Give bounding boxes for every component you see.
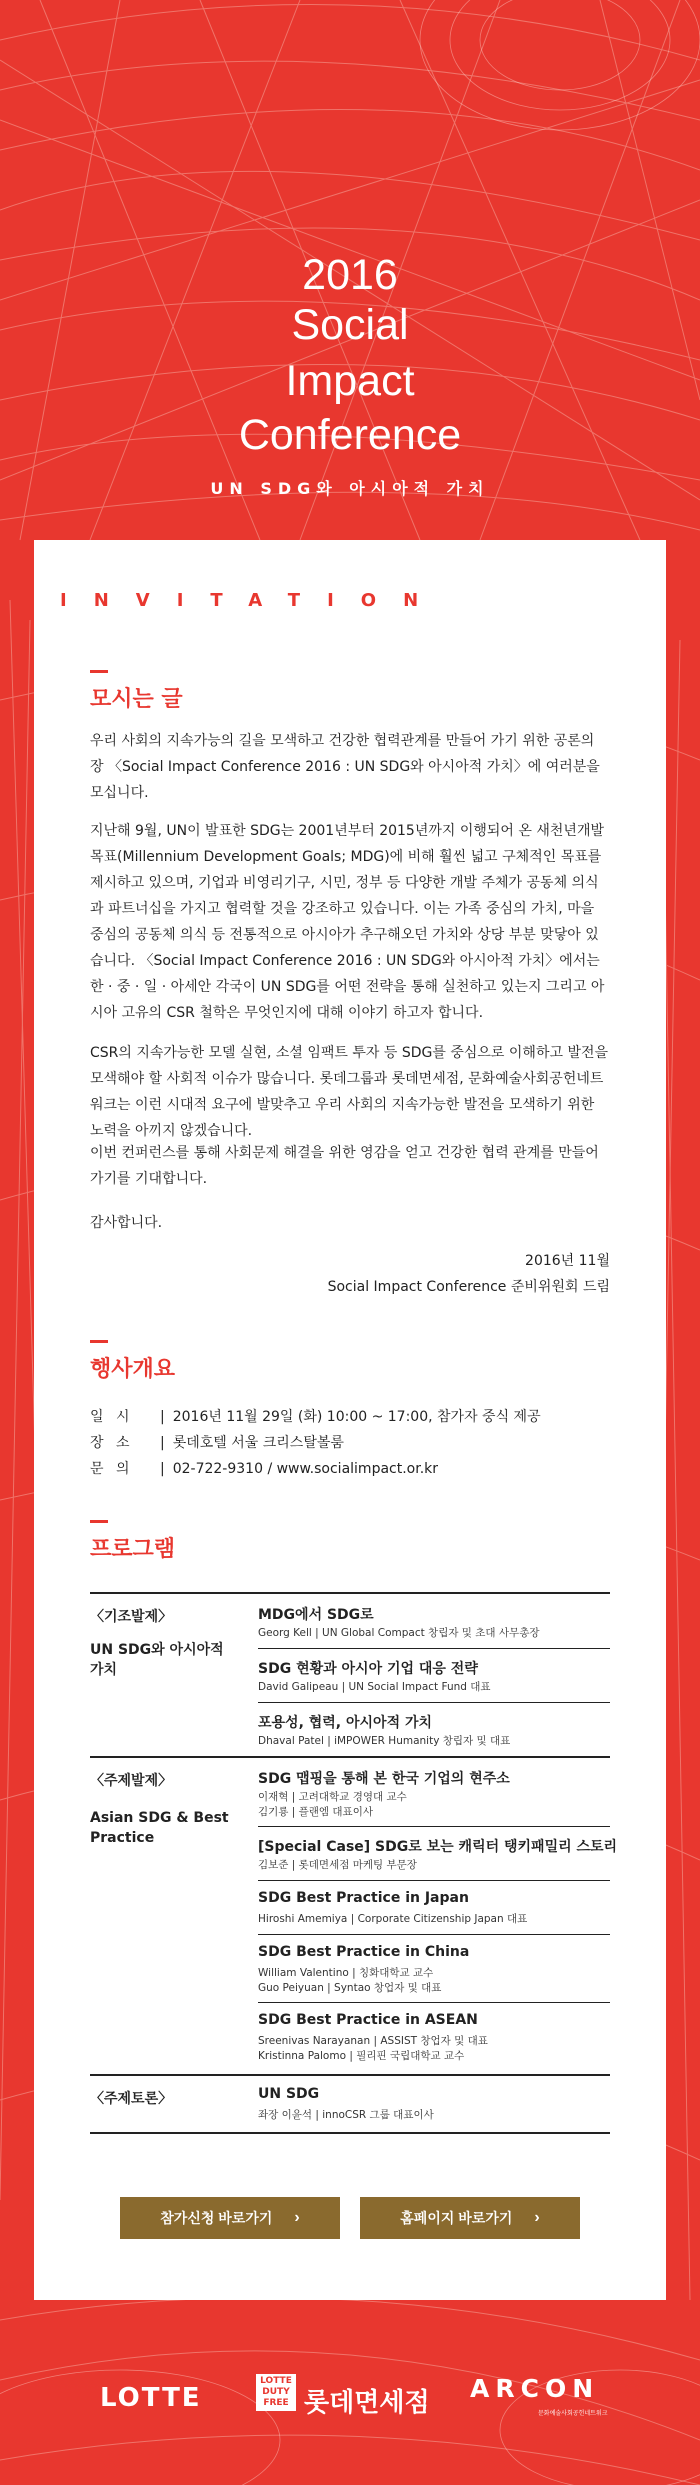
program-item-speaker: 좌장 이윤석 | innoCSR 그룹 대표이사 xyxy=(258,2109,434,2121)
hero-subtitle: UN SDG와 아시아적 가치 xyxy=(210,479,490,498)
hero-title-line-1: 2016 xyxy=(302,251,398,299)
homepage-button[interactable] xyxy=(360,2197,580,2239)
program-rule xyxy=(90,2132,610,2134)
program-rule xyxy=(90,1592,610,1594)
hero-title-line-2: Social xyxy=(291,301,409,349)
program-category-topic-sub: Asian SDG & Best Practice xyxy=(90,1810,229,1846)
program-rule xyxy=(258,1648,610,1649)
program-item-speaker: William Valentino | 칭화대학교 교수 xyxy=(258,1967,434,1979)
overview-key: 장 소 xyxy=(90,1435,134,1451)
overview-heading-dash xyxy=(90,1340,108,1343)
arcon-logo: ARCON xyxy=(470,2374,600,2403)
program-item-title: SDG Best Practice in China xyxy=(258,1944,470,1960)
program-rule xyxy=(258,2002,610,2003)
program-category-discussion: 〈주제토론〉 xyxy=(90,2091,173,2107)
letter-paragraph-2: 지난해 9월, UN이 발표한 SDG는 2001년부터 2015년까지 이행되어 온 새천년개발목표(Millennium Development Goals; MDG)에 비해 훨씬 넓고 구체적인 목표를 제시하고 있으며, 기업과 비영리기구, 시민, 정부 등 다양한 개발 주체가 공동체 의식과 파트너십을 가지고 협력할 것을 강조하고 있습니다. 이는 가족 중심의 가치, 마을 중심의 공동체 의식 등 전통적으로 아시아가 추구해오던 가치와 상당 부분 맞닿아 있습니다. 〈Social Impact Conference 2016 : UN SDG와 아시아적 가치〉에서는 한 · 중 · 일 · 아세안 각국이 UN SDG를 어떤 전략을 통해 실천하고 있는지 그리고 아시아 고유의 CSR 철학은 무엇인지에 대해 이야기 하고자 합니다. xyxy=(90,823,605,1021)
program-item-speaker: 김보준 | 롯데면세점 마케팅 부문장 xyxy=(258,1859,417,1871)
lotte-dutyfree-korean-logo: 롯데면세점 xyxy=(304,2388,430,2418)
program-item-title: MDG에서 SDG로 xyxy=(258,1607,374,1623)
program-heading: 프로그램 xyxy=(90,1537,176,1562)
letter-date: 2016년 11월 xyxy=(525,1253,610,1269)
arcon-logo-subtitle: 문화예술사회공헌네트워크 xyxy=(538,2410,608,2417)
overview-key: 일 시 xyxy=(90,1409,134,1425)
lotte-duty-free-logo-line: LOTTE xyxy=(260,2376,292,2386)
program-rule xyxy=(258,1702,610,1703)
program-category-keynote: 〈기조발제〉 xyxy=(90,1609,173,1625)
separator: | xyxy=(160,1435,165,1451)
program-item-speaker: 김기룡 | 플랜엠 대표이사 xyxy=(258,1806,373,1818)
letter-signature: Social Impact Conference 준비위원회 드림 xyxy=(327,1279,610,1295)
overview-key: 문 의 xyxy=(90,1461,134,1477)
program-category-topic: 〈주제발제〉 xyxy=(90,1773,173,1789)
lotte-logo: LOTTE xyxy=(100,2383,202,2413)
program-item-speaker: Dhaval Patel | iMPOWER Humanity 창립자 및 대표 xyxy=(258,1735,511,1747)
chevron-right-icon: › xyxy=(294,2209,300,2226)
separator: | xyxy=(160,1409,165,1425)
homepage-button-label: 홈페이지 바로가기 xyxy=(400,2210,513,2226)
overview-value: 02-722-9310 / www.socialimpact.or.kr xyxy=(172,1461,439,1477)
register-button-label: 참가신청 바로가기 xyxy=(160,2210,273,2226)
invitation-label: INVITATION xyxy=(60,590,446,611)
program-item-title: UN SDG xyxy=(258,2086,320,2102)
lotte-duty-free-logo-line: FREE xyxy=(263,2398,289,2408)
overview-value: 2016년 11월 29일 (화) 10:00 ~ 17:00, 참가자 중식 제공 xyxy=(172,1409,541,1425)
program-item-title: 포용성, 협력, 아시아적 가치 xyxy=(258,1715,433,1731)
program-item-title: [Special Case] SDG로 보는 캐릭터 탱키패밀리 스토리 xyxy=(258,1839,618,1855)
hero-title-line-4: Conference xyxy=(238,411,462,459)
program-item-speaker: Hiroshi Amemiya | Corporate Citizenship Japan 대표 xyxy=(258,1913,528,1925)
program-category-keynote-sub: UN SDG와 아시아적 가치 xyxy=(90,1642,224,1678)
letter-paragraph-1: 우리 사회의 지속가능의 길을 모색하고 건강한 협력관계를 만들어 가기 위한 공론의 장 〈Social Impact Conference 2016 : UN SDG와 아시아적 가치〉에 여러분을 모십니다. xyxy=(90,733,600,801)
program-rule xyxy=(90,2074,610,2076)
program-rule xyxy=(90,1756,610,1758)
program-item-speaker: Guo Peiyuan | Syntao 창업자 및 대표 xyxy=(258,1982,442,1994)
overview-row-datetime xyxy=(90,1404,541,1430)
program-item-title: SDG Best Practice in ASEAN xyxy=(258,2012,478,2028)
program-item-speaker: Kristinna Palomo | 필리핀 국립대학교 교수 xyxy=(258,2050,465,2062)
register-button[interactable] xyxy=(120,2197,340,2239)
program-item-speaker: Georg Kell | UN Global Compact 창립자 및 초대 사무총장 xyxy=(258,1627,540,1639)
program-rule xyxy=(258,1934,610,1935)
letter-paragraph-3: CSR의 지속가능한 모델 실현, 소셜 임팩트 투자 등 SDG를 중심으로 이해하고 발전을 모색해야 할 사회적 이슈가 많습니다. 롯데그룹과 롯데면세점, 문화예술사회공헌네트워크는 이런 시대적 요구에 발맞추고 우리 사회의 지속가능한 발전을 모색하기 위한 노력을 아끼지 않겠습니다. xyxy=(90,1045,609,1139)
hero-title-line-3: Impact xyxy=(285,357,415,405)
letter-paragraph-4: 이번 컨퍼런스를 통해 사회문제 해결을 위한 영감을 얻고 건강한 협력 관계를 만들어 가기를 기대합니다. xyxy=(90,1145,599,1187)
lotte-duty-free-logo xyxy=(256,2374,296,2411)
program-rule xyxy=(258,1826,610,1827)
letter-heading-dash xyxy=(90,670,108,673)
separator: | xyxy=(160,1461,165,1477)
overview-heading: 행사개요 xyxy=(90,1357,176,1382)
overview-value: 롯데호텔 서울 크리스탈볼룸 xyxy=(172,1435,344,1451)
overview-row-venue xyxy=(90,1430,344,1456)
hero-header xyxy=(0,0,700,540)
letter-thanks: 감사합니다. xyxy=(90,1215,163,1231)
lotte-duty-free-logo-line: DUTY xyxy=(262,2387,290,2397)
program-item-speaker: David Galipeau | UN Social Impact Fund 대표 xyxy=(258,1681,491,1693)
program-item-speaker: 이재혁 | 고려대학교 경영대 교수 xyxy=(258,1791,407,1803)
overview-row-contact xyxy=(90,1456,438,1482)
program-item-title: SDG Best Practice in Japan xyxy=(258,1890,469,1906)
program-heading-dash xyxy=(90,1520,108,1523)
program-item-title: SDG 현황과 아시아 기업 대응 전략 xyxy=(258,1661,478,1677)
letter-heading: 모시는 글 xyxy=(90,687,183,712)
program-item-speaker: Sreenivas Narayanan | ASSIST 창업자 및 대표 xyxy=(258,2035,488,2047)
program-rule xyxy=(258,1880,610,1881)
program-item-title: SDG 맵핑을 통해 본 한국 기업의 현주소 xyxy=(258,1771,510,1787)
chevron-right-icon: › xyxy=(534,2209,540,2226)
